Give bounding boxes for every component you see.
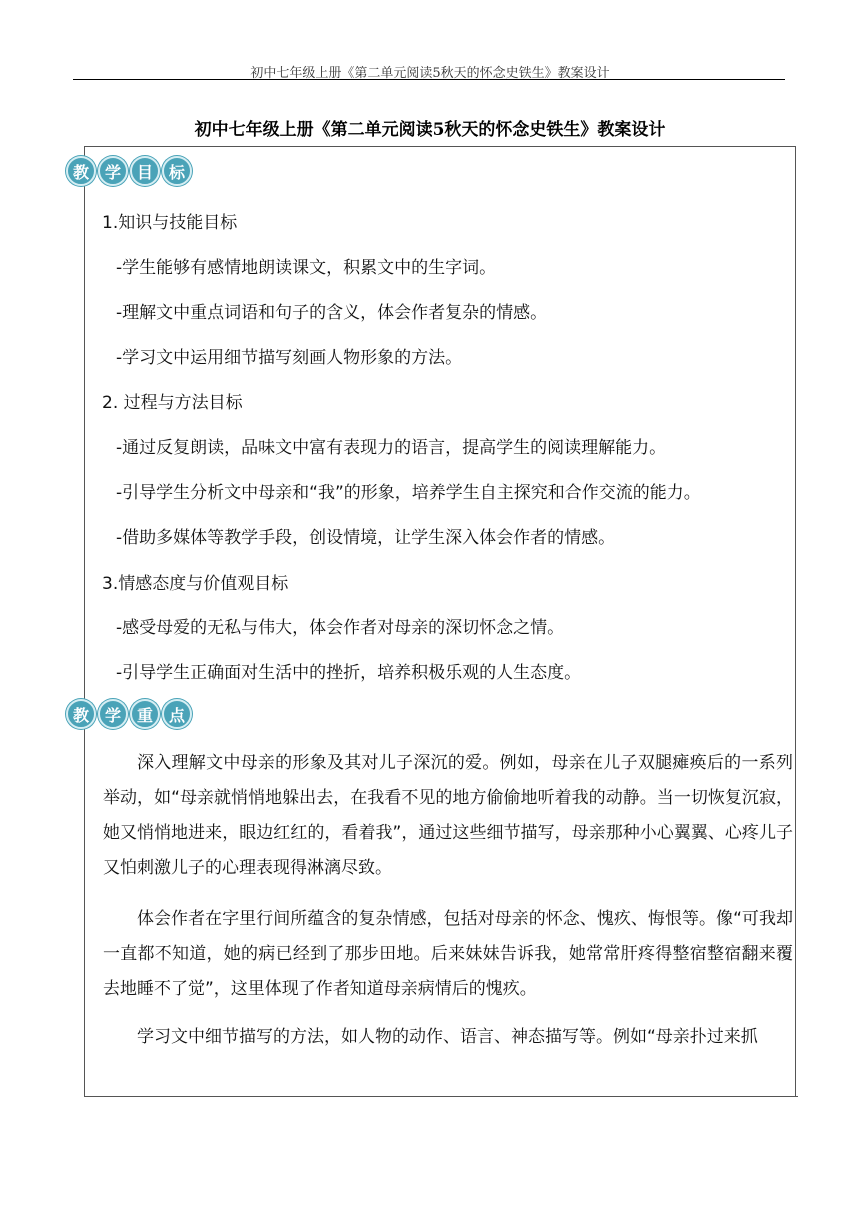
running-header: 初中七年级上册《第二单元阅读5秋天的怀念史铁生》教案设计	[250, 66, 610, 81]
frame-bottom-rule	[84, 1096, 798, 1097]
teaching-objectives-badge	[66, 156, 192, 186]
badge-char: 教	[66, 699, 96, 729]
badge-char: 重	[130, 699, 160, 729]
objective-item: -学生能够有感情地朗读课文，积累文中的生字词。	[116, 258, 497, 278]
objective-item: -学习文中运用细节描写刻画人物形象的方法。	[116, 348, 463, 368]
objective-item: -借助多媒体等教学手段，创设情境，让学生深入体会作者的情感。	[116, 528, 616, 548]
objective-item: -通过反复朗读，品味文中富有表现力的语言，提高学生的阅读理解能力。	[116, 438, 667, 458]
objective-item: -引导学生分析文中母亲和“我”的形象，培养学生自主探究和合作交流的能力。	[116, 483, 701, 503]
badge-char: 标	[162, 156, 192, 186]
badge-char: 目	[130, 156, 160, 186]
badge-char: 学	[98, 699, 128, 729]
focus-paragraph: 体会作者在字里行间所蕴含的复杂情感，包括对母亲的怀念、愧疚、悔恨等。像“可我却一直都不知道，她的病已经到了那步田地。后来妹妹告诉我，她常常肝疼得整宿整宿翻来覆去地睡不了觉”，这里体现了作者知道母亲病情后的愧疚。	[103, 909, 793, 999]
badge-char: 学	[98, 156, 128, 186]
objective-heading-emotion: 3.情感态度与价值观目标	[102, 574, 289, 594]
header-rule	[73, 79, 785, 80]
objective-item: -引导学生正确面对生活中的挫折，培养积极乐观的人生态度。	[116, 663, 582, 683]
badge-char: 点	[162, 699, 192, 729]
objective-item: -感受母爱的无私与伟大，体会作者对母亲的深切怀念之情。	[116, 618, 565, 638]
document-title: 初中七年级上册《第二单元阅读5秋天的怀念史铁生》教案设计	[194, 120, 666, 140]
teaching-focus-badge	[66, 699, 192, 729]
focus-paragraph: 学习文中细节描写的方法，如人物的动作、语言、神态描写等。例如“母亲扑过来抓	[137, 1027, 758, 1047]
objective-heading-process: 2. 过程与方法目标	[102, 393, 243, 413]
objective-heading-knowledge: 1.知识与技能目标	[102, 213, 238, 233]
focus-paragraph: 深入理解文中母亲的形象及其对儿子深沉的爱。例如，母亲在儿子双腿瘫痪后的一系列举动，如“母亲就悄悄地躲出去，在我看不见的地方偷偷地听着我的动静。当一切恢复沉寂，她又悄悄地进来，眼边红红的，看着我”，通过这些细节描写，母亲那种小心翼翼、心疼儿子又怕刺激儿子的心理表现得淋漓尽致。	[103, 753, 793, 878]
badge-char: 教	[66, 156, 96, 186]
objective-item: -理解文中重点词语和句子的含义，体会作者复杂的情感。	[116, 303, 548, 323]
